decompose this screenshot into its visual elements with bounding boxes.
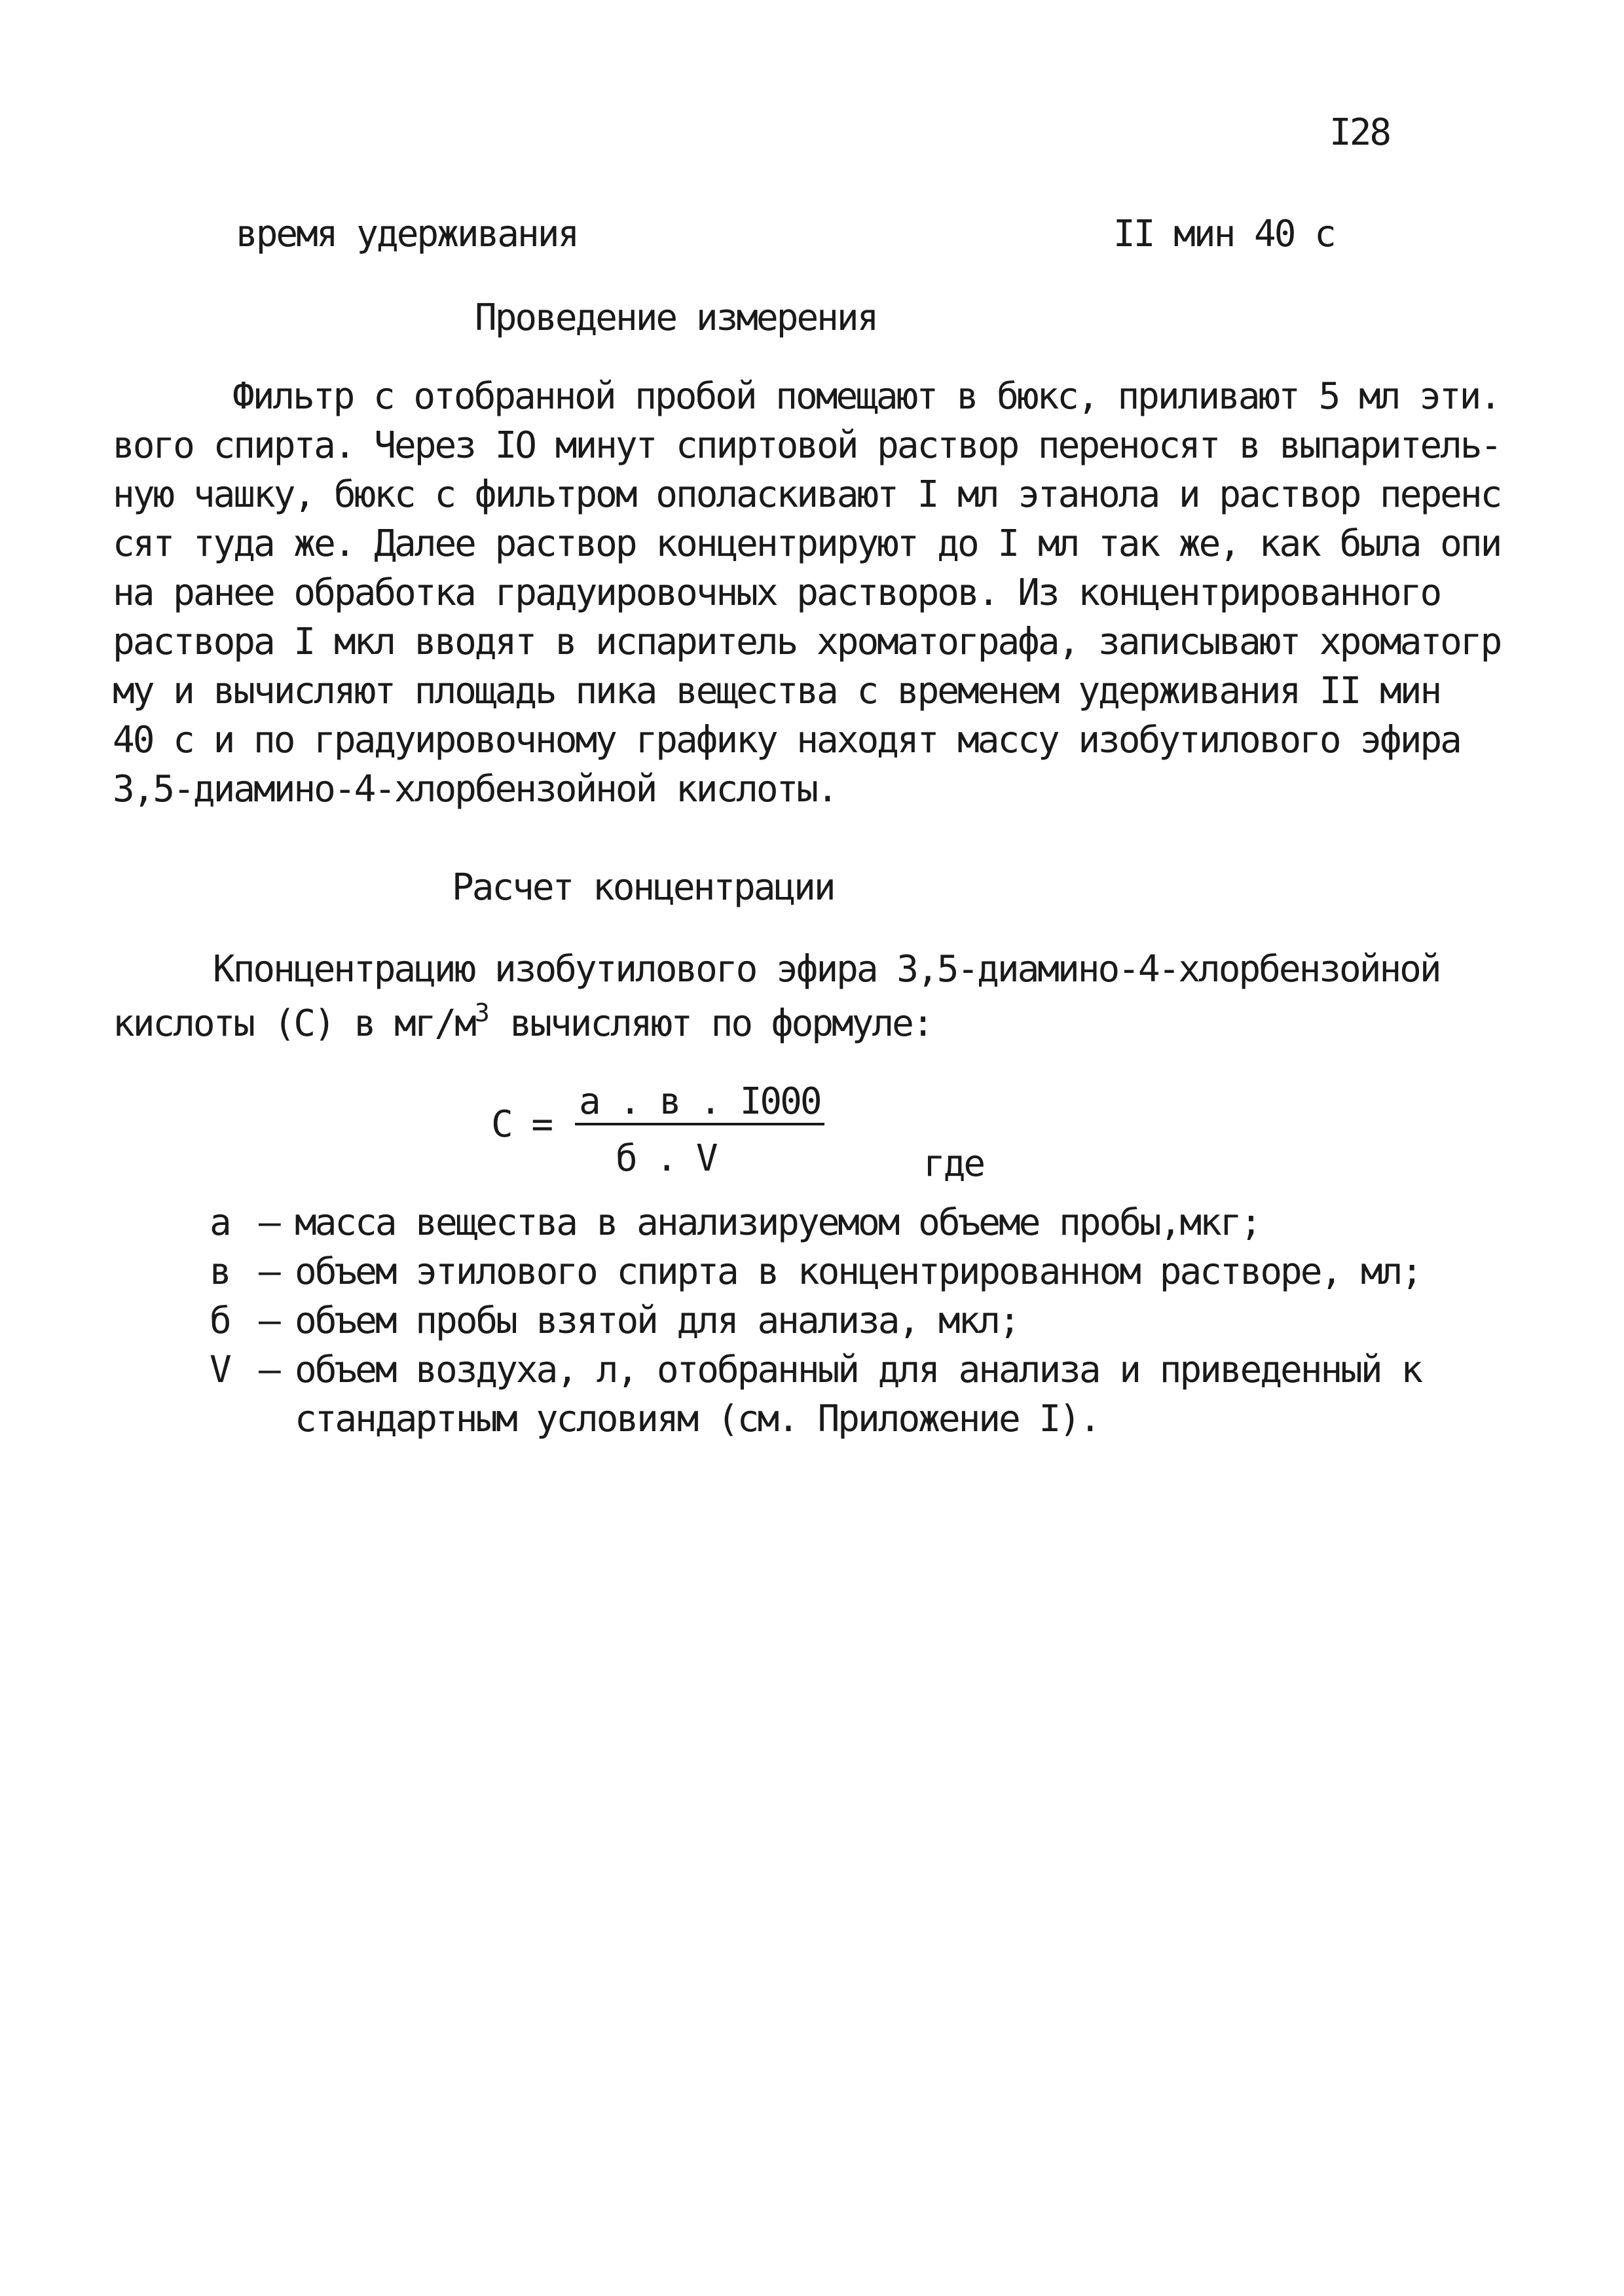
- definition-dash: –: [259, 1349, 281, 1391]
- paragraph-line: 40 с и по градуировочному графику находят массу изобутилового эфира: [113, 719, 1460, 761]
- measurement-heading: Проведение измерения: [475, 297, 877, 339]
- formula-where: где: [923, 1142, 984, 1185]
- definition-dash: –: [259, 1300, 281, 1342]
- definition-text: масса вещества в анализируемом объеме пробы,мкг;: [295, 1201, 1261, 1244]
- definition-dash: –: [259, 1250, 281, 1293]
- calc-intro-text: вычисляют по формуле:: [489, 1002, 932, 1045]
- definition-symbol: б: [210, 1300, 232, 1342]
- paragraph-line: ную чашку, бюкс с фильтром ополаскивают I мл этанола и раствор перенс: [113, 473, 1501, 516]
- paragraph-line: сят туда же. Далее раствор концентрируют до I мл так же, как была опи: [113, 522, 1501, 565]
- calc-intro-line: [113, 998, 932, 1045]
- formula-numerator: а . в . I000: [575, 1084, 824, 1125]
- retention-label: время удерживания: [236, 213, 578, 255]
- paragraph-line: му и вычисляют площадь пика вещества с временем удерживания II мин: [113, 670, 1441, 712]
- retention-value: II мин 40 с: [1113, 213, 1335, 255]
- calc-heading: Расчет концентрации: [452, 866, 834, 909]
- formula-lhs: С =: [491, 1103, 552, 1146]
- definition-text: объем пробы взятой для анализа, мкл;: [295, 1300, 1019, 1342]
- paragraph-line: Фильтр с отобранной пробой помещают в бюкс, приливают 5 мл эти.: [232, 375, 1500, 418]
- definition-symbol: в: [210, 1250, 232, 1293]
- paragraph-line: раствора I мкл вводят в испаритель хроматографа, записывают хроматогр: [113, 621, 1501, 663]
- definition-text: объем этилового спирта в концентрированном растворе, мл;: [295, 1250, 1422, 1293]
- page-number: I28: [1329, 111, 1390, 154]
- paragraph-line: вого спирта. Через IO минут спиртовой раствор переносят в выпаритель-: [113, 424, 1501, 467]
- formula-denominator: б . V: [616, 1137, 716, 1180]
- definition-continuation: стандартным условиям (см. Приложение I).: [295, 1398, 1099, 1440]
- paragraph-line: на ранее обработка градуировочных растворов. Из концентрированного: [113, 572, 1441, 614]
- calc-intro-line: Кпонцентрацию изобутилового эфира 3,5-диамино-4-хлорбензойной: [213, 948, 1440, 991]
- definition-text: объем воздуха, л, отобранный для анализа и приведенный к: [295, 1349, 1422, 1391]
- paragraph-line: 3,5-диамино-4-хлорбензойной кислоты.: [113, 768, 837, 811]
- definition-dash: –: [259, 1201, 281, 1244]
- unit-superscript: 3: [474, 998, 490, 1027]
- definition-symbol: V: [210, 1349, 232, 1391]
- calc-intro-text: кислоты (С) в мг/м: [113, 1002, 475, 1045]
- definition-symbol: а: [210, 1201, 232, 1244]
